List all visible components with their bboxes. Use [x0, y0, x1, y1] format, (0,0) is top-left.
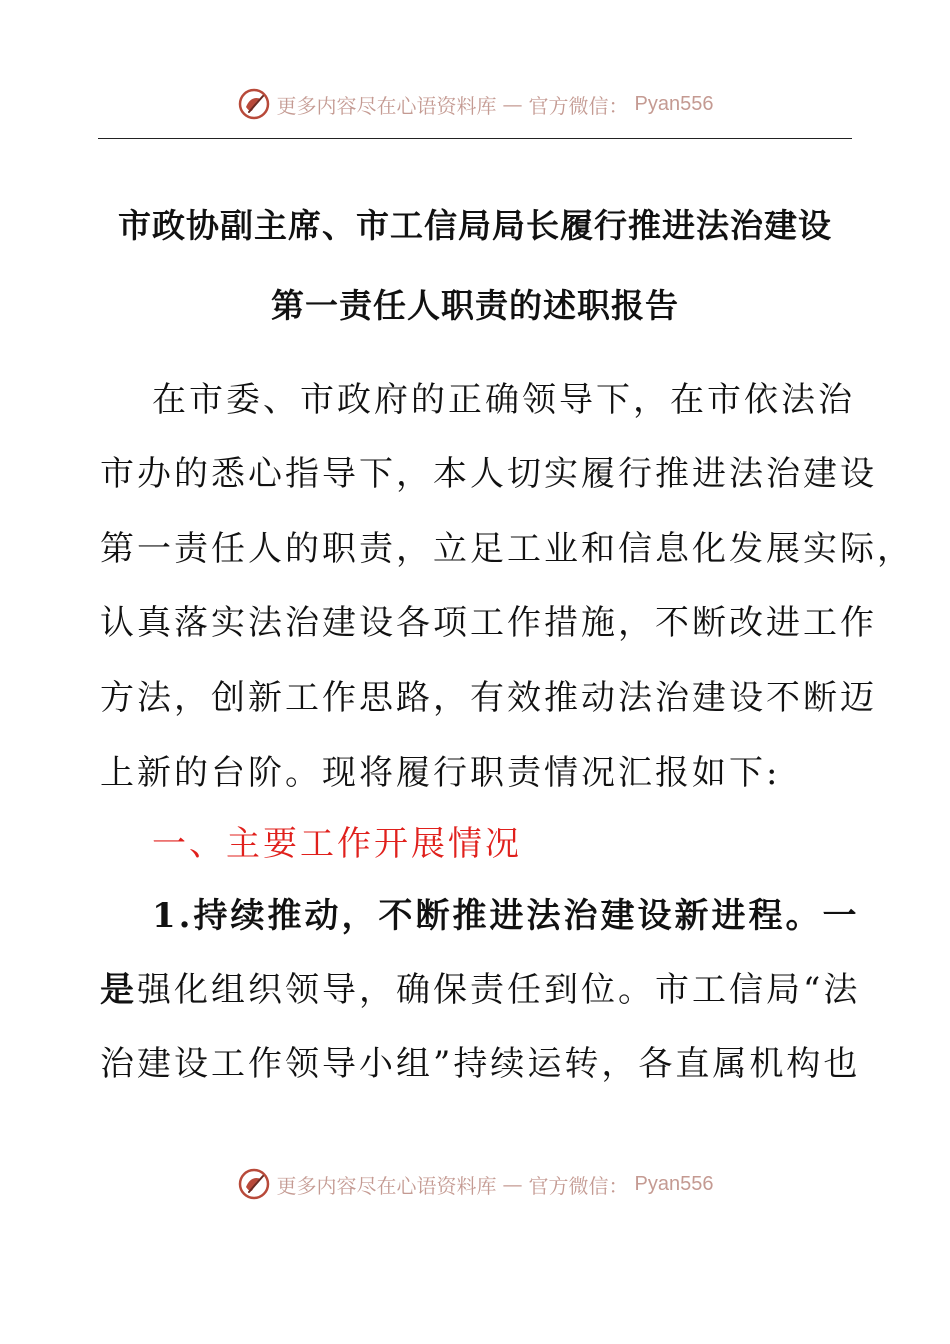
header-divider [98, 138, 852, 139]
body-line-2: 市办的悉心指导下，本人切实履行推进法治建设 [100, 454, 877, 494]
body-line-7 [100, 962, 860, 1011]
watermark-label: 官方微信： [528, 93, 629, 118]
watermark-label: 官方微信： [528, 1173, 629, 1198]
watermark-separator: — [502, 1172, 523, 1196]
document-title-line-1: 市政协副主席、市工信局局长履行推进法治建设 [118, 206, 832, 245]
body-line-4: 认真落实法治建设各项工作措施，不断改进工作 [100, 603, 877, 643]
swirl-logo-icon [237, 1167, 271, 1201]
body-line-3: 第一责任人的职责，立足工业和信息化发展实际， [100, 529, 914, 569]
body-line-7-text: 强化组织领导，确保责任到位。市工信局“法 [137, 970, 861, 1010]
section-heading: 一、主要工作开展情况 [152, 824, 522, 864]
body-line-8: 治建设工作领导小组”持续运转，各直属机构也 [100, 1044, 861, 1084]
watermark-text: 更多内容尽在心语资料库 [276, 1173, 497, 1198]
sub-heading-continuation: 是 [100, 970, 137, 1010]
body-line-6: 上新的台阶。现将履行职责情况汇报如下: [100, 753, 781, 793]
watermark-id: Pyan556 [634, 92, 714, 115]
footer-watermark [0, 1164, 950, 1204]
document-title-line-2: 第一责任人职责的述职报告 [271, 286, 679, 325]
watermark-text: 更多内容尽在心语资料库 [276, 93, 497, 118]
watermark-separator: — [502, 92, 523, 116]
watermark-id: Pyan556 [634, 1172, 714, 1195]
header-watermark [0, 84, 950, 124]
sub-heading: 1.持续推动，不断推进法治建设新进程。一 [152, 896, 860, 936]
body-line-5: 方法，创新工作思路，有效推动法治建设不断迈 [100, 678, 877, 718]
swirl-logo-icon [237, 87, 271, 121]
body-line-1: 在市委、市政府的正确领导下，在市依法治 [152, 380, 855, 420]
